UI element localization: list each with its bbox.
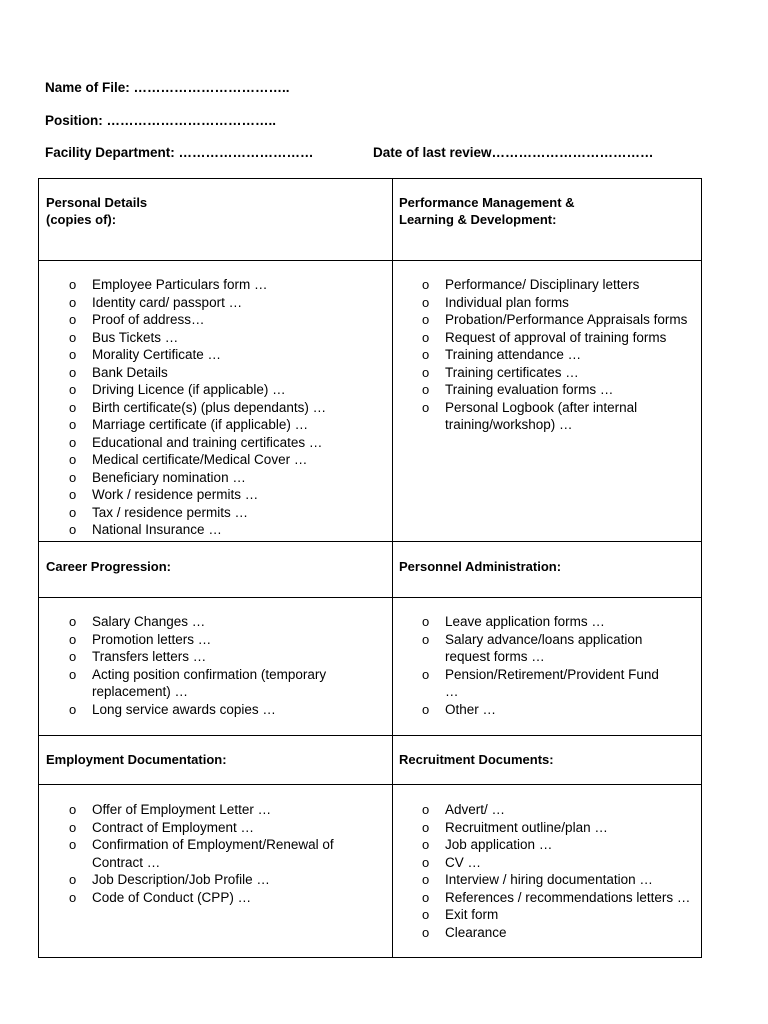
list-item (46, 381, 386, 399)
bullet-icon: o (422, 277, 430, 292)
list-item (46, 801, 356, 819)
list-item-text: Pension/Retirement/Provident Fund … (445, 666, 659, 699)
bullet-icon: o (69, 434, 77, 450)
list-item-text: Birth certificate(s) (plus dependants) … (92, 399, 327, 415)
bullet-icon: o (69, 522, 77, 537)
bullet-icon: o (69, 382, 77, 397)
career-progression-title (46, 558, 171, 575)
list-item-text: Personal Logbook (after internal training/workshop) … (445, 399, 638, 432)
bullet-icon: o (69, 504, 77, 520)
list-item (399, 819, 699, 837)
bullet-icon: o (69, 294, 77, 310)
bullet-icon: o (422, 802, 430, 817)
list-item (46, 416, 386, 434)
list-item (46, 871, 356, 889)
bullet-icon: o (422, 329, 430, 345)
bullet-icon: o (422, 382, 430, 397)
bullet-icon: o (69, 469, 77, 485)
bullet-icon: o (422, 701, 430, 717)
title-line: Personal Details (46, 195, 148, 210)
list-item (399, 399, 699, 434)
list-item-text: Exit form (445, 907, 499, 922)
list-item-text: Salary advance/loans application request forms … (445, 631, 643, 664)
title-line: Career Progression: (46, 559, 171, 574)
bullet-icon: o (69, 399, 77, 415)
list-item-text: Training attendance … (445, 347, 582, 362)
list-item-text: Job application … (445, 837, 553, 852)
employment-documentation-title (46, 751, 227, 768)
list-item-text: Proof of address… (92, 312, 205, 327)
bullet-icon: o (69, 701, 77, 717)
list-item (46, 346, 386, 364)
list-item-text: Job Description/Job Profile … (92, 872, 270, 887)
title-line: (copies of): (46, 212, 117, 227)
list-item (399, 381, 699, 399)
list-item (46, 613, 346, 631)
list-item-text: Educational and training certificates … (92, 434, 323, 450)
bullet-icon: o (69, 819, 77, 835)
list-item (399, 836, 699, 854)
performance-management-list (399, 276, 699, 434)
employment-documentation-list (46, 801, 356, 906)
list-item-text: Promotion letters … (92, 631, 212, 647)
list-item-text: Performance/ Disciplinary letters (445, 277, 640, 292)
list-item-text: Morality Certificate … (92, 347, 222, 362)
list-item-text: Driving Licence (if applicable) … (92, 382, 286, 397)
position-field: Position: ……………………………….. (45, 113, 276, 128)
bullet-icon: o (69, 614, 77, 629)
list-item-text: Interview / hiring documentation … (445, 872, 653, 887)
bullet-icon: o (69, 487, 77, 502)
personal-details-list (46, 276, 386, 539)
list-item (399, 801, 699, 819)
list-item-text: Other … (445, 701, 497, 717)
title-line: Employment Documentation: (46, 752, 227, 767)
list-item-text: Transfers letters … (92, 649, 207, 664)
list-item (46, 631, 346, 649)
bullet-icon: o (422, 819, 430, 835)
bullet-icon: o (69, 872, 77, 887)
list-item (46, 701, 346, 719)
list-item (46, 648, 346, 666)
list-item (46, 486, 386, 504)
list-item-text: Offer of Employment Letter … (92, 802, 272, 817)
list-item-text: Salary Changes … (92, 614, 206, 629)
row-divider (39, 784, 701, 785)
checklist-table (38, 178, 702, 958)
title-line: Recruitment Documents: (399, 752, 554, 767)
list-item-text: Advert/ … (445, 802, 506, 817)
list-item (399, 613, 669, 631)
title-line: Personnel Administration: (399, 559, 562, 574)
bullet-icon: o (69, 666, 77, 682)
list-item (46, 276, 386, 294)
list-item (399, 311, 699, 329)
list-item (46, 399, 386, 417)
list-item (46, 819, 356, 837)
bullet-icon: o (69, 802, 77, 817)
bullet-icon: o (422, 666, 430, 682)
title-line: Learning & Development: (399, 212, 557, 227)
list-item (399, 276, 699, 294)
list-item (46, 329, 386, 347)
bullet-icon: o (69, 329, 77, 345)
list-item-text: Request of approval of training forms (445, 329, 667, 345)
recruitment-documents-list (399, 801, 699, 941)
list-item (46, 889, 356, 907)
list-item (399, 701, 669, 719)
list-item-text: Long service awards copies … (92, 701, 276, 717)
row-divider (39, 735, 701, 736)
row-divider (39, 597, 701, 598)
list-item-text: References / recommendations letters … (445, 889, 691, 905)
bullet-icon: o (69, 889, 77, 905)
bullet-icon: o (69, 364, 77, 380)
bullet-icon: o (422, 631, 430, 647)
list-item (399, 906, 699, 924)
bullet-icon: o (422, 294, 430, 310)
list-item-text: Work / residence permits … (92, 487, 259, 502)
list-item (399, 924, 699, 942)
bullet-icon: o (422, 614, 430, 629)
list-item-text: CV … (445, 854, 482, 870)
title-line: Performance Management & (399, 195, 575, 210)
personal-details-title (46, 194, 147, 228)
list-item-text: Bank Details (92, 364, 168, 380)
list-item (399, 329, 699, 347)
list-item-text: Probation/Performance Appraisals forms (445, 312, 688, 327)
performance-management-title (399, 194, 575, 228)
list-item-text: Identity card/ passport … (92, 294, 243, 310)
row-divider (39, 541, 701, 542)
bullet-icon: o (422, 907, 430, 922)
bullet-icon: o (422, 872, 430, 887)
facility-department-field: Facility Department: ………………………… (45, 145, 314, 160)
list-item (399, 871, 699, 889)
list-item-text: Medical certificate/Medical Cover … (92, 452, 308, 467)
list-item-text: Recruitment outline/plan … (445, 819, 608, 835)
list-item (399, 346, 699, 364)
list-item-text: Individual plan forms (445, 294, 569, 310)
bullet-icon: o (422, 837, 430, 852)
bullet-icon: o (69, 312, 77, 327)
list-item-text: Contract of Employment … (92, 819, 255, 835)
list-item (399, 889, 699, 907)
list-item (399, 294, 699, 312)
list-item (399, 666, 669, 701)
list-item (46, 434, 386, 452)
bullet-icon: o (69, 277, 77, 292)
column-divider (392, 179, 393, 957)
list-item-text: Bus Tickets … (92, 329, 179, 345)
list-item (46, 469, 386, 487)
list-item-text: Beneficiary nomination … (92, 469, 246, 485)
bullet-icon: o (422, 347, 430, 362)
list-item-text: Tax / residence permits … (92, 504, 249, 520)
personnel-administration-list (399, 613, 669, 718)
list-item-text: Confirmation of Employment/Renewal of Contract … (92, 837, 334, 870)
bullet-icon: o (422, 399, 430, 415)
list-item (46, 451, 386, 469)
date-of-last-review-field: Date of last review……………………………… (373, 145, 654, 160)
row-divider (39, 260, 701, 261)
list-item-text: Acting position confirmation (temporary replacement) … (92, 666, 327, 699)
list-item (46, 666, 346, 701)
list-item-text: Training certificates … (445, 364, 579, 380)
list-item (399, 854, 699, 872)
list-item (46, 294, 386, 312)
bullet-icon: o (69, 631, 77, 647)
name-of-file-field: Name of File: …………………………….. (45, 80, 290, 95)
list-item-text: Employee Particulars form … (92, 277, 268, 292)
bullet-icon: o (422, 312, 430, 327)
career-progression-list (46, 613, 346, 718)
bullet-icon: o (422, 924, 430, 940)
list-item (46, 504, 386, 522)
list-item (46, 311, 386, 329)
bullet-icon: o (69, 837, 77, 852)
bullet-icon: o (422, 854, 430, 870)
bullet-icon: o (422, 889, 430, 905)
bullet-icon: o (69, 417, 77, 432)
recruitment-documents-title (399, 751, 554, 768)
list-item-text: National Insurance … (92, 522, 222, 537)
list-item (46, 836, 356, 871)
list-item-text: Leave application forms … (445, 614, 605, 629)
list-item (46, 364, 386, 382)
list-item-text: Marriage certificate (if applicable) … (92, 417, 309, 432)
bullet-icon: o (69, 452, 77, 467)
personnel-administration-title (399, 558, 561, 575)
list-item (399, 631, 669, 666)
list-item-text: Training evaluation forms … (445, 382, 614, 397)
bullet-icon: o (69, 649, 77, 664)
list-item (46, 521, 386, 539)
bullet-icon: o (422, 364, 430, 380)
list-item-text: Clearance (445, 924, 507, 940)
list-item-text: Code of Conduct (CPP) … (92, 889, 252, 905)
bullet-icon: o (69, 347, 77, 362)
list-item (399, 364, 699, 382)
